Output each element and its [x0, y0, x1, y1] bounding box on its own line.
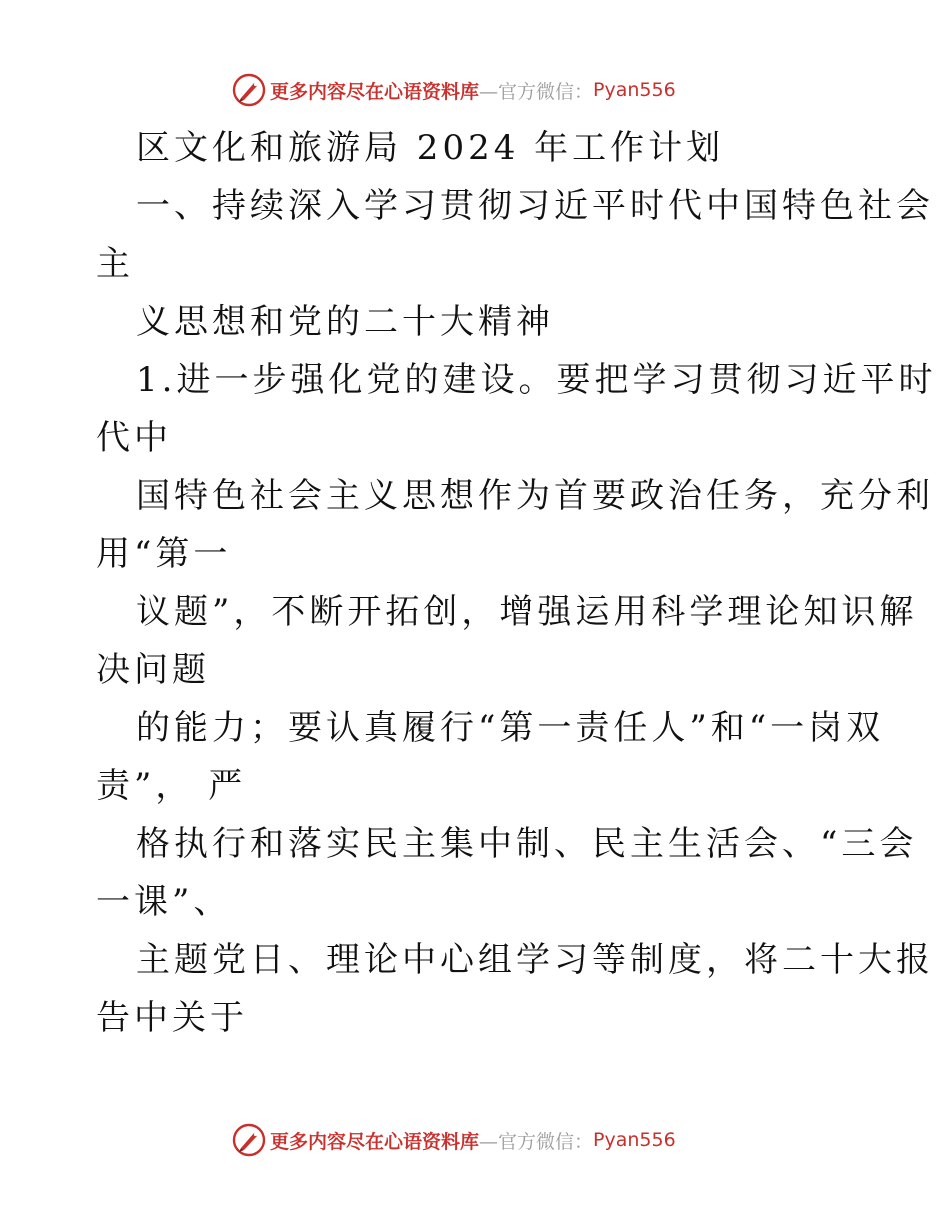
footer-banner: [232, 1120, 676, 1160]
document-line: 决问题: [96, 650, 210, 690]
header-banner: [232, 70, 676, 110]
document-line: 议题”，不断开拓创，增强运用科学理论知识解: [136, 592, 918, 632]
document-line: 一、持续深入学习贯彻习近平时代中国特色社会: [136, 186, 934, 226]
pen-logo-icon: [232, 73, 266, 107]
footer-banner-label: —官方微信：: [479, 1130, 594, 1153]
document-line: 主题党日、理论中心组学习等制度，将二十大报: [136, 940, 934, 980]
document-line: 格执行和落实民主集中制、民主生活会、“三会: [136, 824, 918, 864]
document-title: 区文化和旅游局 2024 年工作计划: [136, 128, 725, 168]
document-line: 义思想和党的二十大精神: [136, 302, 554, 342]
pen-logo-icon: [232, 1123, 266, 1157]
document-line: 告中关于: [96, 998, 248, 1038]
document-line: 的能力；要认真履行“第一责任人”和“一岗双: [136, 708, 885, 748]
document-line: 1.进一步强化党的建设。要把学习贯彻习近平时: [136, 360, 937, 400]
header-banner-wechat-id: Pyan556: [593, 79, 676, 101]
header-banner-title: 更多内容尽在心语资料库: [270, 80, 480, 103]
document-line: 责”， 严: [96, 766, 247, 806]
document-line: 一课”、: [96, 882, 232, 922]
header-banner-label: —官方微信：: [479, 80, 594, 103]
document-line: 国特色社会主义思想作为首要政治任务，充分利: [136, 476, 934, 516]
footer-banner-wechat-id: Pyan556: [593, 1129, 676, 1151]
document-line: 主: [96, 244, 134, 284]
document-line: 用“第一: [96, 534, 232, 574]
document-line: 代中: [96, 418, 172, 458]
footer-banner-title: 更多内容尽在心语资料库: [270, 1130, 480, 1153]
